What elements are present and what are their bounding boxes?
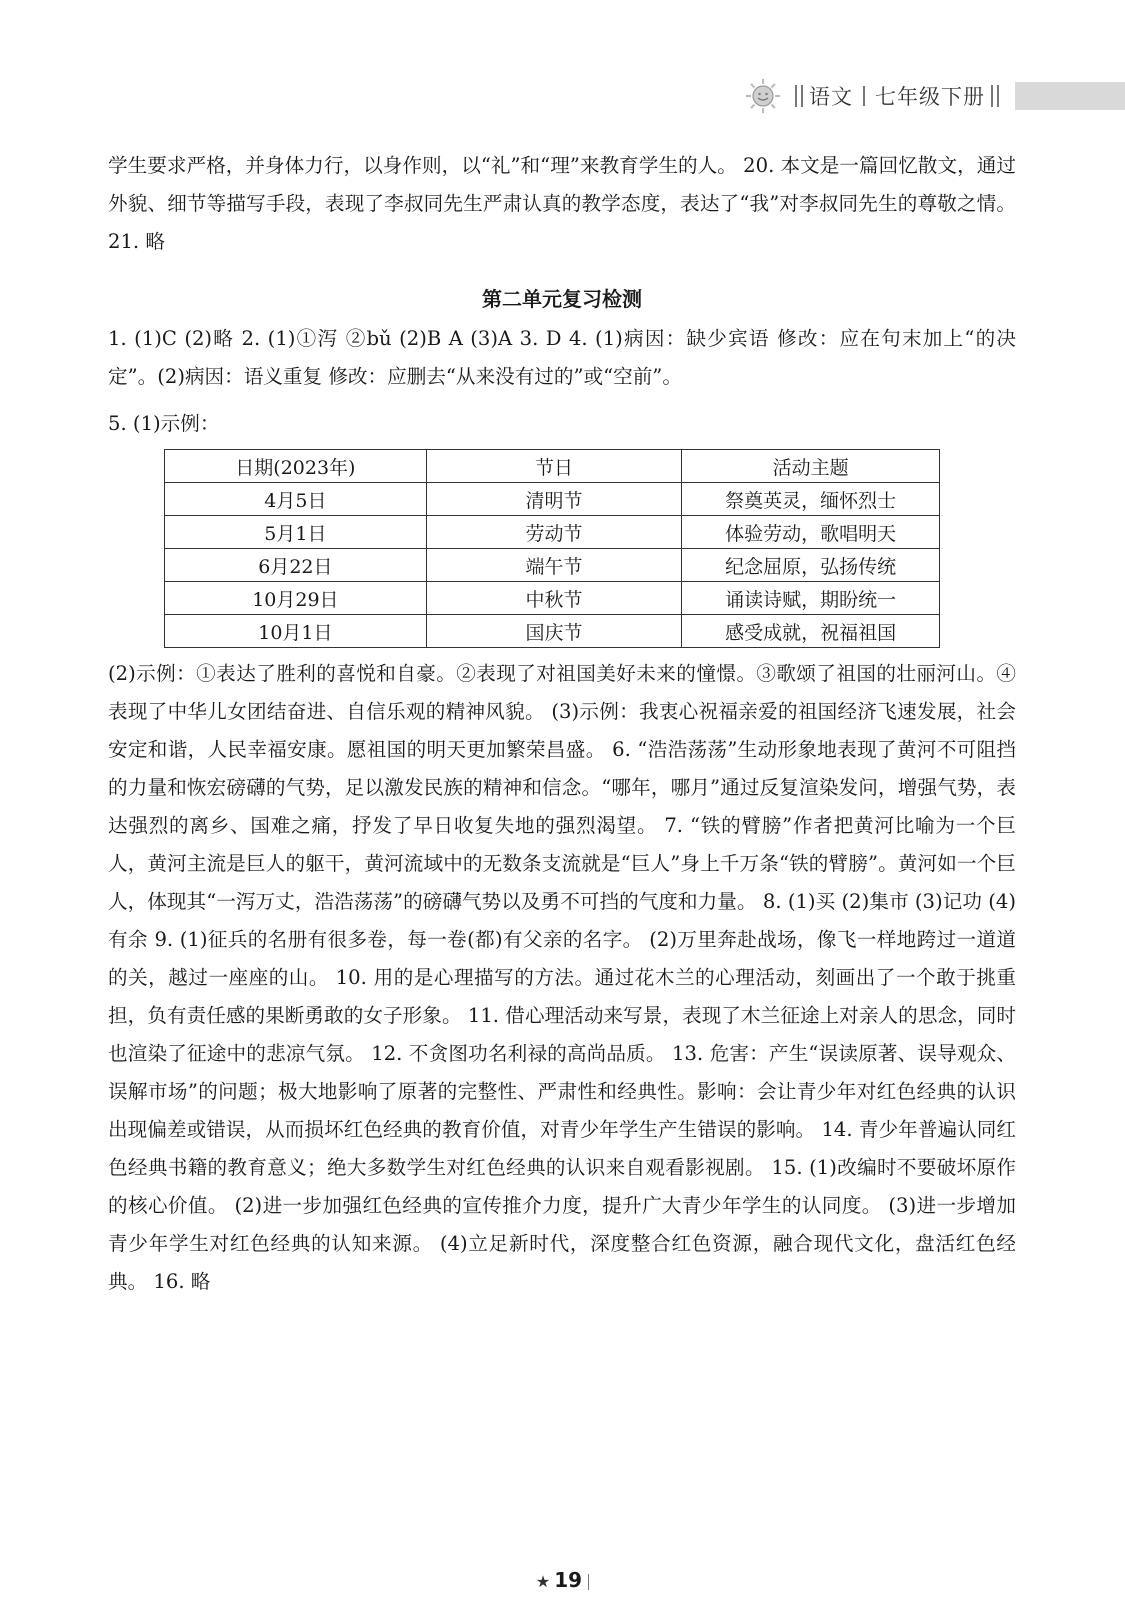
header-separator: [863, 86, 865, 106]
page-number: 19: [554, 1568, 583, 1592]
table-cell: 5月1日: [165, 516, 427, 549]
table-header-cell: 活动主题: [682, 450, 940, 483]
table-cell: 国庆节: [426, 615, 682, 648]
table-cell: 感受成就，祝福祖国: [682, 615, 940, 648]
table-cell: 6月22日: [165, 549, 427, 582]
answer-paragraph-continued: 学生要求严格，并身体力行，以身作则，以“礼”和“理”来教育学生的人。 20. 本文是一篇回忆散文，通过外貌、细节等描写手段，表现了李叔同先生严肃认真的教学态度，表达了“我”对李叔同先生的尊敬之情。 21. 略: [108, 154, 1016, 253]
sun-icon: [745, 78, 781, 114]
table-cell: 4月5日: [165, 483, 427, 516]
table-row: [165, 516, 940, 549]
table-cell: 10月29日: [165, 582, 427, 615]
table-cell: 清明节: [426, 483, 682, 516]
page-footer: [0, 1568, 1125, 1592]
table-header-cell: 日期(2023年): [165, 450, 427, 483]
table-row: [165, 483, 940, 516]
page-header: [745, 74, 1125, 118]
table-cell: 纪念屈原，弘扬传统: [682, 549, 940, 582]
table-row: [165, 615, 940, 648]
table-cell: 10月1日: [165, 615, 427, 648]
table-cell: 劳动节: [426, 516, 682, 549]
header-divider: [795, 85, 803, 107]
festival-table: [164, 449, 940, 648]
header-bar: [1015, 82, 1125, 110]
table-cell: 中秋节: [426, 582, 682, 615]
table-cell: 体验劳动，歌唱明天: [682, 516, 940, 549]
table-cell: 诵读诗赋，期盼统一: [682, 582, 940, 615]
table-header-row: [165, 450, 940, 483]
table-cell: 端午节: [426, 549, 682, 582]
table-row: [165, 582, 940, 615]
example-label: 5. (1)示例：: [108, 412, 220, 435]
section-title: 第二单元复习检测: [482, 287, 642, 311]
footer-divider: [588, 1574, 589, 1590]
answer-paragraph: (2)示例：①表达了胜利的喜悦和自豪。②表现了对祖国美好未来的憧憬。③歌颂了祖国的壮丽河山。④表现了中华儿女团结奋进、自信乐观的精神风貌。 (3)示例：我衷心祝福亲爱的祖国经济飞速发展，社会安定和谐，人民幸福安康。愿祖国的明天更加繁荣昌盛。 6. “浩浩荡荡”生动形象地表现了黄河不可阻挡的力量和恢宏磅礴的气势，足以激发民族的精神和信念。“哪年，哪月”通过反复渲染发问，增强气势，表达强烈的离乡、国难之痛，抒发了早日收复失地的强烈渴望。 7. “铁的臂膀”作者把黄河比喻为一个巨人，黄河主流是巨人的躯干，黄河流域中的无数条支流就是“巨人”身上千万条“铁的臂膀”。黄河如一个巨人，体现其“一泻万丈，浩浩荡荡”的磅礴气势以及勇不可挡的气度和力量。 8. (1)买 (2)集市 (3)记功 (4)有余 9. (1)征兵的名册有很多卷，每一卷(都)有父亲的名字。 (2)万里奔赴战场，像飞一样地跨过一道道的关，越过一座座的山。 10. 用的是心理描写的方法。通过花木兰的心理活动，刻画出了一个敢于挑重担，负有责任感的果断勇敢的女子形象。 11. 借心理活动来写景，表现了木兰征途上对亲人的思念，同时也渲染了征途中的悲凉气氛。 12. 不贪图功名利禄的高尚品质。 13. 危害：产生“误读原著、误导观众、误解市场”的问题；极大地影响了原著的完整性、严肃性和经典性。影响：会让青少年对红色经典的认识出现偏差或错误，从而损坏红色经典的教育价值，对青少年学生产生错误的影响。 14. 青少年普遍认同红色经典书籍的教育意义；绝大多数学生对红色经典的认识来自观看影视剧。 15. (1)改编时不要破坏原作的核心价值。 (2)进一步加强红色经典的宣传推介力度，提升广大青少年学生的认同度。 (3)进一步增加青少年学生对红色经典的认知来源。 (4)立足新时代，深度整合红色资源，融合现代文化，盘活红色经典。 16. 略: [108, 662, 1016, 1293]
table-cell: 祭奠英灵，缅怀烈士: [682, 483, 940, 516]
table-row: [165, 549, 940, 582]
answer-paragraph: 1. (1)C (2)略 2. (1)①泻 ②bǔ (2)B A (3)A 3. D 4. (1)病因：缺少宾语 修改：应在句末加上“的决定”。(2)病因：语义重复 修改：应删去“从来没有过的”或“空前”。: [108, 327, 1016, 388]
header-subject: 语文: [809, 85, 853, 109]
header-divider: [991, 85, 999, 107]
header-grade: 七年级下册: [875, 85, 985, 109]
star-icon: ★: [535, 1572, 551, 1591]
table-header-cell: 节日: [426, 450, 682, 483]
